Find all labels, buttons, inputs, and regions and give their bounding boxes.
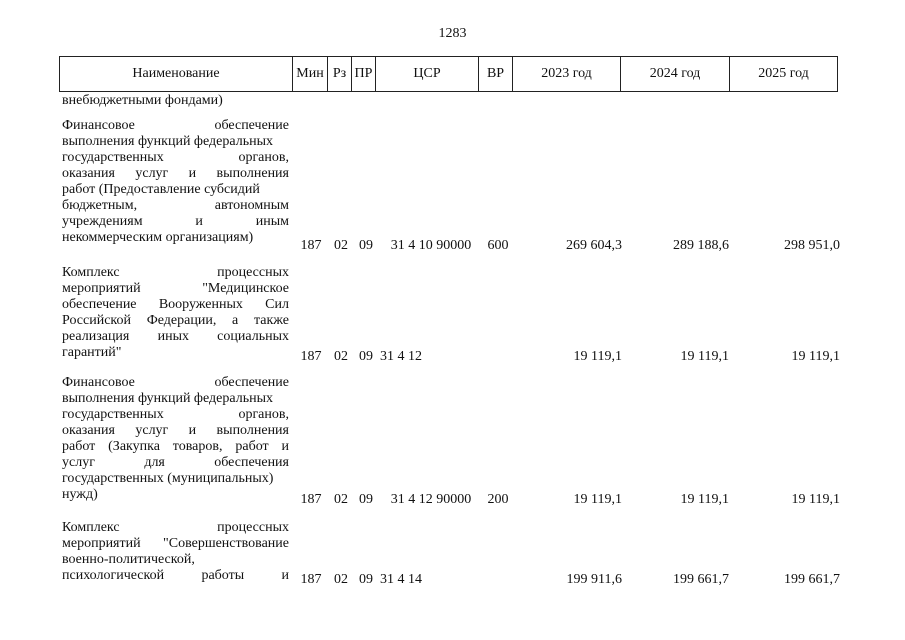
row-name-line: государственных органов,	[62, 407, 289, 422]
carryover-text: внебюджетными фондами)	[62, 93, 223, 108]
cell-2024: 289 188,6	[673, 238, 729, 253]
row-name-line: Российской Федерации, а также	[62, 313, 289, 328]
row-name-line: выполнения функций федеральных	[62, 391, 273, 406]
cell-min: 187	[300, 492, 322, 507]
row-name-line: выполнения функций федеральных	[62, 134, 273, 149]
table-header	[59, 56, 838, 92]
cell-min: 187	[300, 572, 322, 587]
header-2025: 2025 год	[730, 57, 838, 92]
cell-csr: 31 4 14	[380, 572, 422, 587]
row-name	[62, 265, 289, 361]
cell-2024: 19 119,1	[680, 492, 729, 507]
header-csr: ЦСР	[376, 57, 479, 92]
cell-2025: 199 661,7	[784, 572, 840, 587]
row-name-line: мероприятий "Медицинское	[62, 281, 289, 296]
cell-pr: 09	[359, 349, 373, 364]
row-name-line: гарантий"	[62, 345, 122, 360]
cell-pr: 09	[359, 572, 373, 587]
row-name-line: мероприятий "Совершенствование	[62, 536, 289, 551]
row-name-line: Финансовое обеспечение	[62, 375, 289, 390]
row-name-line: нужд)	[62, 487, 98, 502]
row-name-line: оказания услуг и выполнения	[62, 166, 289, 181]
row-name-line: реализация иных социальных	[62, 329, 289, 344]
row-name-line: работ (Закупка товаров, работ и	[62, 439, 289, 454]
row-name-line: Финансовое обеспечение	[62, 118, 289, 133]
row-name-line: психологической работы и	[62, 568, 289, 583]
row-name-line: государственных органов,	[62, 150, 289, 165]
cell-vr: 200	[487, 492, 509, 507]
cell-2025: 19 119,1	[791, 349, 840, 364]
cell-csr: 31 4 12	[380, 349, 422, 364]
cell-vr: 600	[487, 238, 509, 253]
row-name	[62, 375, 289, 503]
cell-2025: 298 951,0	[784, 238, 840, 253]
row-name-line: оказания услуг и выполнения	[62, 423, 289, 438]
row-name-line: учреждениям и иным	[62, 214, 289, 229]
cell-rz: 02	[334, 349, 348, 364]
cell-rz: 02	[334, 572, 348, 587]
row-name-line: работ (Предоставление субсидий	[62, 182, 260, 197]
page-number: 1283	[438, 26, 467, 41]
cell-min: 187	[300, 238, 322, 253]
cell-2024: 19 119,1	[680, 349, 729, 364]
cell-pr: 09	[359, 238, 373, 253]
row-name-line: обеспечение Вооруженных Сил	[62, 297, 289, 312]
header-2023: 2023 год	[513, 57, 621, 92]
row-name-line: некоммерческим организациям)	[62, 230, 254, 245]
cell-pr: 09	[359, 492, 373, 507]
cell-2023: 199 911,6	[566, 572, 622, 587]
row-name-line: военно-политической,	[62, 552, 195, 567]
header-name: Наименование	[60, 57, 293, 92]
header-2024: 2024 год	[621, 57, 730, 92]
cell-csr: 31 4 12 90000	[390, 492, 472, 507]
row-name-line: услуг для обеспечения	[62, 455, 289, 470]
cell-2023: 269 604,3	[566, 238, 622, 253]
cell-rz: 02	[334, 238, 348, 253]
cell-2023: 19 119,1	[573, 349, 622, 364]
row-name-line: бюджетным, автономным	[62, 198, 289, 213]
cell-rz: 02	[334, 492, 348, 507]
cell-min: 187	[300, 349, 322, 364]
header-min: Мин	[293, 57, 328, 92]
row-name	[62, 118, 289, 246]
header-vr: ВР	[479, 57, 513, 92]
row-name-line: Комплекс процессных	[62, 520, 289, 535]
cell-2025: 19 119,1	[791, 492, 840, 507]
cell-2023: 19 119,1	[573, 492, 622, 507]
cell-csr: 31 4 10 90000	[390, 238, 472, 253]
row-name-line: государственных (муниципальных)	[62, 471, 274, 486]
cell-2024: 199 661,7	[673, 572, 729, 587]
header-rz: Рз	[328, 57, 352, 92]
header-pr: ПР	[352, 57, 376, 92]
row-name-line: Комплекс процессных	[62, 265, 289, 280]
row-name	[62, 520, 289, 584]
